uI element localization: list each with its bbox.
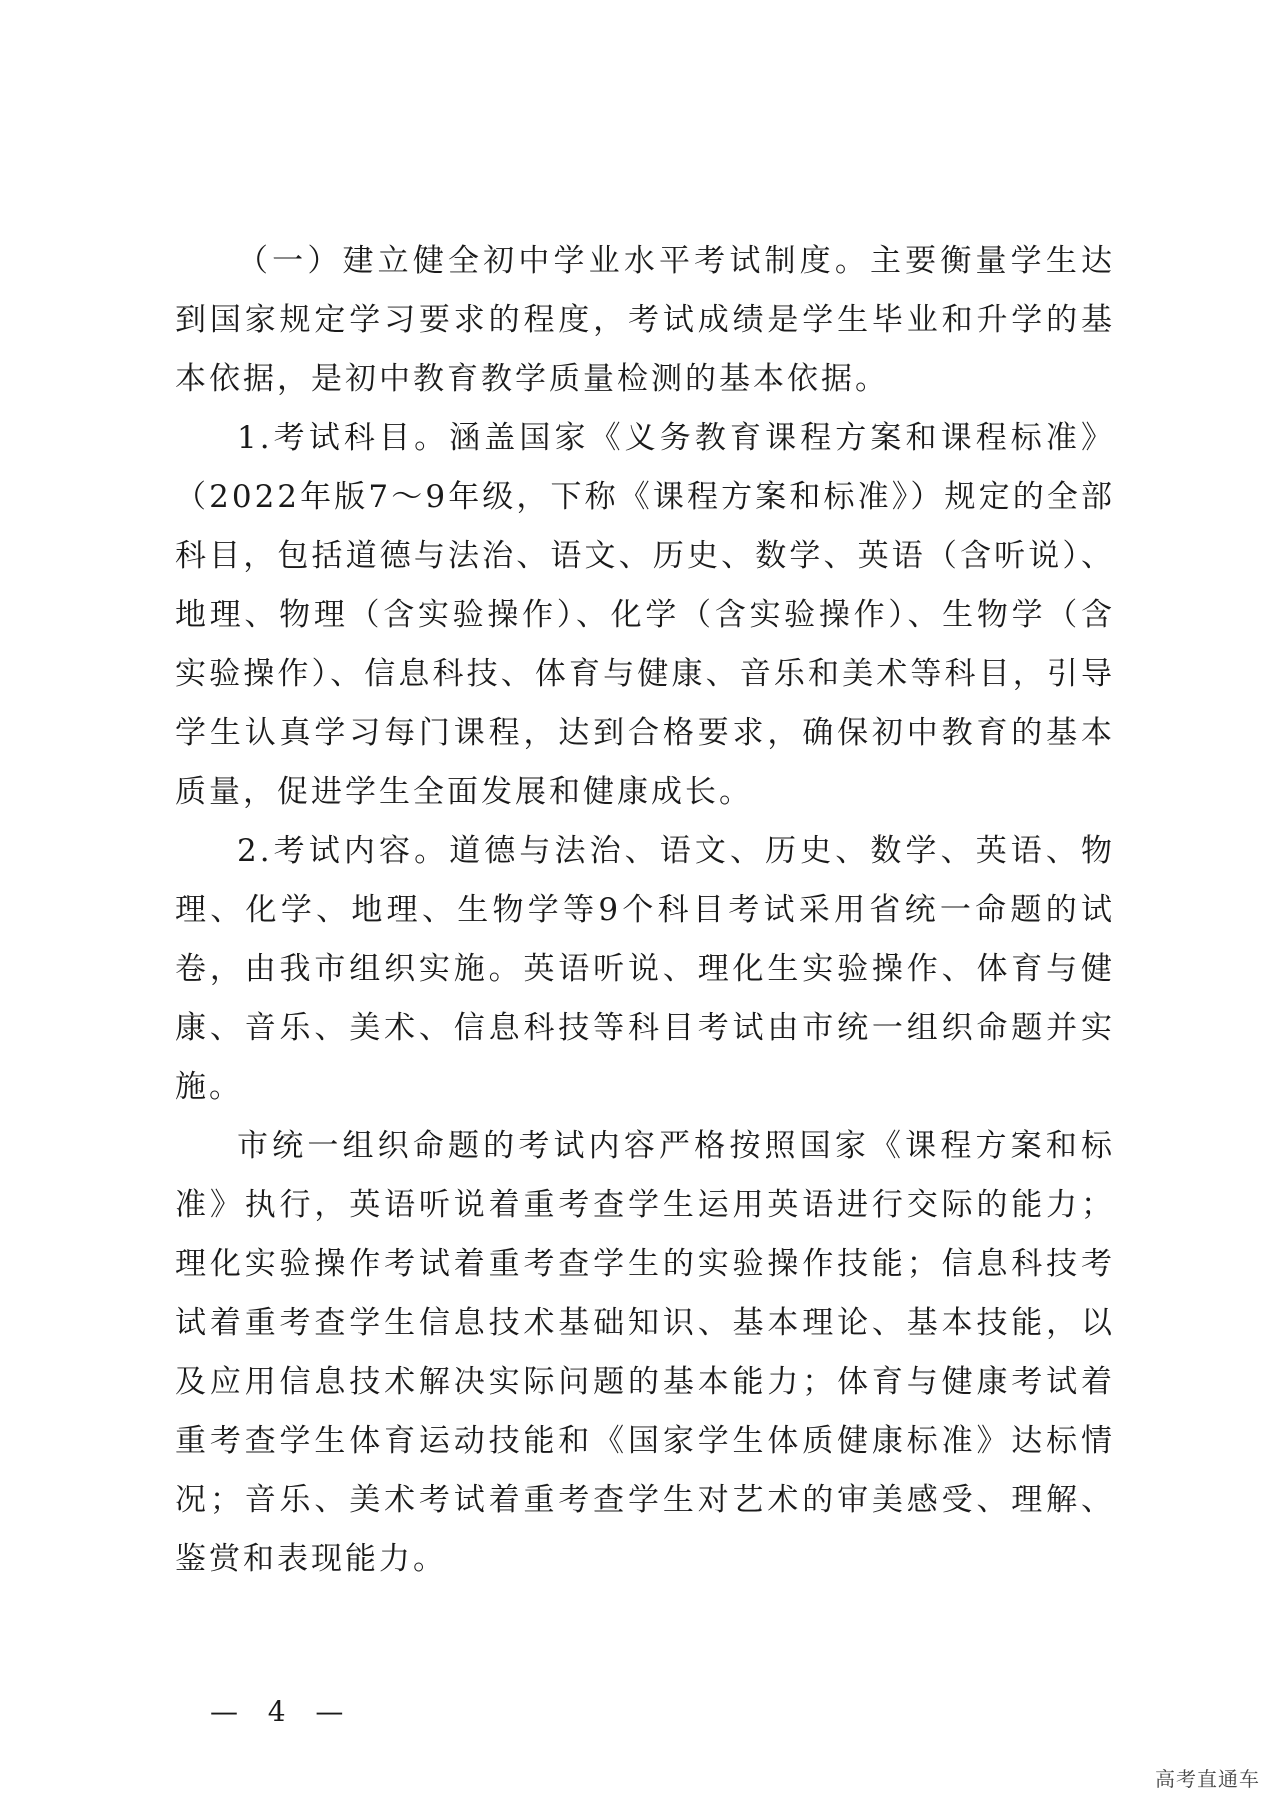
paragraph-exam-subjects: 1.考试科目。涵盖国家《义务教育课程方案和课程标准》（2022年版7～9年级，下称《课程方案和标准》）规定的全部科目，包括道德与法治、语文、历史、数学、英语（含听说）、地理、物理（含实验操作）、化学（含实验操作）、生物学（含实验操作）、信息科技、体育与健康、音乐和美术等科目，引导学生认真学习每门课程，达到合格要求，确保初中教育的基本质量，促进学生全面发展和健康成长。 — [175, 420, 1115, 810]
paragraph-exam-content: 2.考试内容。道德与法治、语文、历史、数学、英语、物理、化学、地理、生物学等9个科目考试采用省统一命题的试卷，由我市组织实施。英语听说、理化生实验操作、体育与健康、音乐、美术、信息科技等科目考试由市统一组织命题并实施。 — [175, 833, 1115, 1105]
paragraph-section-one: （一）建立健全初中学业水平考试制度。主要衡量学生达到国家规定学习要求的程度，考试成绩是学生毕业和升学的基本依据，是初中教育教学质量检测的基本依据。 — [175, 243, 1115, 397]
watermark-text: 高考直通车 — [1155, 1767, 1260, 1791]
page-number: — 4 — — [210, 1695, 348, 1728]
document-body — [175, 232, 1115, 1589]
paragraph-city-exam-content: 市统一组织命题的考试内容严格按照国家《课程方案和标准》执行，英语听说着重考查学生运用英语进行交际的能力；理化实验操作考试着重考查学生的实验操作技能；信息科技考试着重考查学生信息技术基础知识、基本理论、基本技能，以及应用信息技术解决实际问题的基本能力；体育与健康考试着重考查学生体育运动技能和《国家学生体质健康标准》达标情况；音乐、美术考试着重考查学生对艺术的审美感受、理解、鉴赏和表现能力。 — [175, 1128, 1115, 1577]
